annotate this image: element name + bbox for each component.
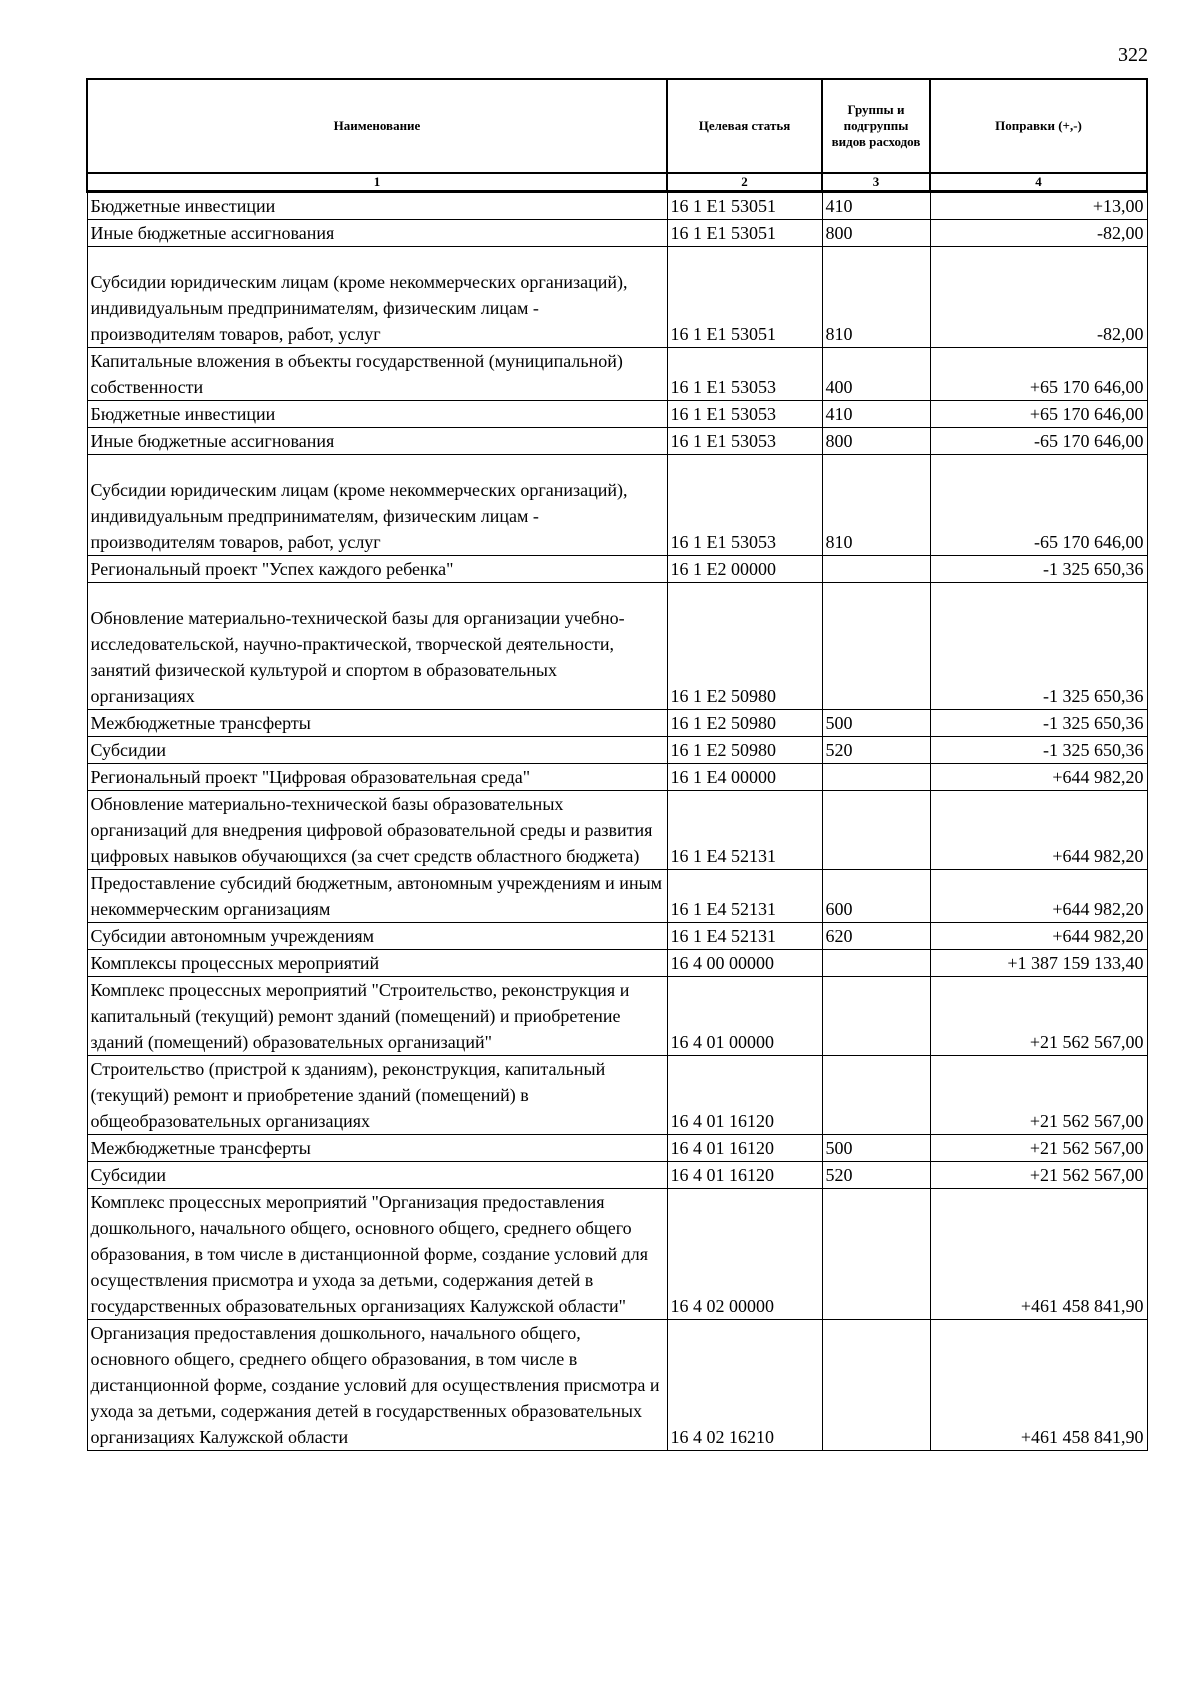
row-expense-group: [822, 583, 930, 710]
row-target-article: 16 1 E2 50980: [667, 583, 822, 710]
table-row: [87, 710, 1147, 737]
row-expense-group: 810: [822, 455, 930, 556]
row-amount: -1 325 650,36: [930, 710, 1147, 737]
row-expense-group: 520: [822, 1162, 930, 1189]
row-expense-group: 600: [822, 870, 930, 923]
row-name: Субсидии автономным учреждениям: [87, 923, 667, 950]
row-target-article: 16 1 E1 53053: [667, 428, 822, 455]
row-target-article: 16 4 02 16210: [667, 1320, 822, 1451]
table-row: [87, 247, 1147, 348]
table-row: [87, 1056, 1147, 1135]
row-expense-group: 800: [822, 428, 930, 455]
row-expense-group: [822, 764, 930, 791]
row-name: Комплекс процессных мероприятий "Организация предоставления дошкольного, начального общего, основного общего, среднего общего образования, в том числе в дистанционной форме, создание условий для осуществления присмотра и ухода за детьми, содержания детей в государственных образовательных организациях Калужской области": [87, 1189, 667, 1320]
row-name: Иные бюджетные ассигнования: [87, 428, 667, 455]
column-number-1: 1: [87, 173, 667, 192]
row-target-article: 16 4 01 16120: [667, 1135, 822, 1162]
row-amount: +644 982,20: [930, 923, 1147, 950]
column-number-2: 2: [667, 173, 822, 192]
row-amount: -82,00: [930, 220, 1147, 247]
row-target-article: 16 4 01 00000: [667, 977, 822, 1056]
table-body: [87, 192, 1147, 1451]
row-amount: +644 982,20: [930, 791, 1147, 870]
row-expense-group: [822, 1189, 930, 1320]
table-row: [87, 583, 1147, 710]
row-name: Обновление материально-технической базы образовательных организаций для внедрения цифровой образовательной среды и развития цифровых навыков обучающихся (за счет средств областного бюджета): [87, 791, 667, 870]
page-number: 322: [1118, 44, 1148, 66]
row-amount: +65 170 646,00: [930, 401, 1147, 428]
row-amount: +644 982,20: [930, 764, 1147, 791]
row-expense-group: [822, 791, 930, 870]
table-row: [87, 556, 1147, 583]
header-target-article: Целевая статья: [667, 79, 822, 173]
row-expense-group: 620: [822, 923, 930, 950]
table-row: [87, 950, 1147, 977]
row-target-article: 16 1 E1 53053: [667, 401, 822, 428]
row-name: Бюджетные инвестиции: [87, 192, 667, 220]
row-expense-group: 400: [822, 348, 930, 401]
table-row: [87, 1320, 1147, 1451]
row-target-article: 16 1 E1 53051: [667, 192, 822, 220]
row-expense-group: 410: [822, 401, 930, 428]
header-amendments: Поправки (+,-): [930, 79, 1147, 173]
row-expense-group: 410: [822, 192, 930, 220]
table-row: [87, 737, 1147, 764]
row-target-article: 16 1 E2 50980: [667, 737, 822, 764]
row-expense-group: 500: [822, 710, 930, 737]
row-amount: -1 325 650,36: [930, 556, 1147, 583]
row-name: Региональный проект "Успех каждого ребенка": [87, 556, 667, 583]
row-name: Субсидии юридическим лицам (кроме некоммерческих организаций), индивидуальным предпринимателям, физическим лицам - производителям товаров, работ, услуг: [87, 455, 667, 556]
row-amount: +65 170 646,00: [930, 348, 1147, 401]
row-amount: -82,00: [930, 247, 1147, 348]
row-expense-group: [822, 1320, 930, 1451]
row-expense-group: 500: [822, 1135, 930, 1162]
budget-table: [86, 78, 1148, 1451]
row-name: Региональный проект "Цифровая образовательная среда": [87, 764, 667, 791]
table-row: [87, 192, 1147, 220]
row-target-article: 16 1 E2 00000: [667, 556, 822, 583]
row-expense-group: [822, 1056, 930, 1135]
row-target-article: 16 4 01 16120: [667, 1162, 822, 1189]
row-target-article: 16 1 E1 53053: [667, 348, 822, 401]
table-row: [87, 764, 1147, 791]
row-name: Организация предоставления дошкольного, начального общего, основного общего, среднего общего образования, в том числе в дистанционной форме, создание условий для осуществления присмотра и ухода за детьми, содержания детей в государственных образовательных организациях Калужской области: [87, 1320, 667, 1451]
table-row: [87, 1162, 1147, 1189]
row-expense-group: 800: [822, 220, 930, 247]
row-target-article: 16 1 E4 52131: [667, 923, 822, 950]
row-name: Субсидии: [87, 737, 667, 764]
row-target-article: 16 4 00 00000: [667, 950, 822, 977]
row-expense-group: 520: [822, 737, 930, 764]
row-target-article: 16 1 E4 52131: [667, 791, 822, 870]
row-expense-group: [822, 556, 930, 583]
row-amount: +644 982,20: [930, 870, 1147, 923]
row-amount: +21 562 567,00: [930, 1135, 1147, 1162]
row-name: Предоставление субсидий бюджетным, автономным учреждениям и иным некоммерческим организациям: [87, 870, 667, 923]
table-header: [87, 79, 1147, 192]
table-row: [87, 455, 1147, 556]
table-row: [87, 348, 1147, 401]
table-row: [87, 220, 1147, 247]
row-name: Комплексы процессных мероприятий: [87, 950, 667, 977]
row-amount: +1 387 159 133,40: [930, 950, 1147, 977]
row-amount: +461 458 841,90: [930, 1320, 1147, 1451]
row-expense-group: [822, 977, 930, 1056]
table-row: [87, 791, 1147, 870]
row-amount: -1 325 650,36: [930, 737, 1147, 764]
row-name: Иные бюджетные ассигнования: [87, 220, 667, 247]
row-expense-group: [822, 950, 930, 977]
row-name: Комплекс процессных мероприятий "Строительство, реконструкция и капитальный (текущий) ремонт зданий (помещений) и приобретение зданий (помещений) образовательных организаций": [87, 977, 667, 1056]
table-row: [87, 870, 1147, 923]
row-target-article: 16 1 E4 52131: [667, 870, 822, 923]
row-target-article: 16 4 01 16120: [667, 1056, 822, 1135]
row-expense-group: 810: [822, 247, 930, 348]
row-name: Капитальные вложения в объекты государственной (муниципальной) собственности: [87, 348, 667, 401]
row-target-article: 16 1 E1 53053: [667, 455, 822, 556]
row-name: Субсидии юридическим лицам (кроме некоммерческих организаций), индивидуальным предпринимателям, физическим лицам - производителям товаров, работ, услуг: [87, 247, 667, 348]
row-name: Обновление материально-технической базы для организации учебно-исследовательской, научно-практической, творческой деятельности, занятий физической культурой и спортом в образовательных организациях: [87, 583, 667, 710]
row-name: Субсидии: [87, 1162, 667, 1189]
table-row: [87, 923, 1147, 950]
row-amount: -65 170 646,00: [930, 455, 1147, 556]
row-target-article: 16 1 E4 00000: [667, 764, 822, 791]
row-amount: +21 562 567,00: [930, 977, 1147, 1056]
row-amount: -65 170 646,00: [930, 428, 1147, 455]
row-name: Строительство (пристрой к зданиям), реконструкция, капитальный (текущий) ремонт и приобретение зданий (помещений) в общеобразовательных организациях: [87, 1056, 667, 1135]
row-amount: +21 562 567,00: [930, 1162, 1147, 1189]
header-expense-groups: Группы и подгруппы видов расходов: [822, 79, 930, 173]
table-row: [87, 1135, 1147, 1162]
row-amount: +461 458 841,90: [930, 1189, 1147, 1320]
row-name: Межбюджетные трансферты: [87, 1135, 667, 1162]
table-row: [87, 428, 1147, 455]
row-target-article: 16 1 E2 50980: [667, 710, 822, 737]
row-target-article: 16 1 E1 53051: [667, 247, 822, 348]
row-name: Бюджетные инвестиции: [87, 401, 667, 428]
row-amount: -1 325 650,36: [930, 583, 1147, 710]
column-number-3: 3: [822, 173, 930, 192]
table-row: [87, 977, 1147, 1056]
row-target-article: 16 1 E1 53051: [667, 220, 822, 247]
header-name: Наименование: [87, 79, 667, 173]
row-target-article: 16 4 02 00000: [667, 1189, 822, 1320]
row-name: Межбюджетные трансферты: [87, 710, 667, 737]
row-amount: +13,00: [930, 192, 1147, 220]
table-row: [87, 401, 1147, 428]
row-amount: +21 562 567,00: [930, 1056, 1147, 1135]
column-number-4: 4: [930, 173, 1147, 192]
table-row: [87, 1189, 1147, 1320]
